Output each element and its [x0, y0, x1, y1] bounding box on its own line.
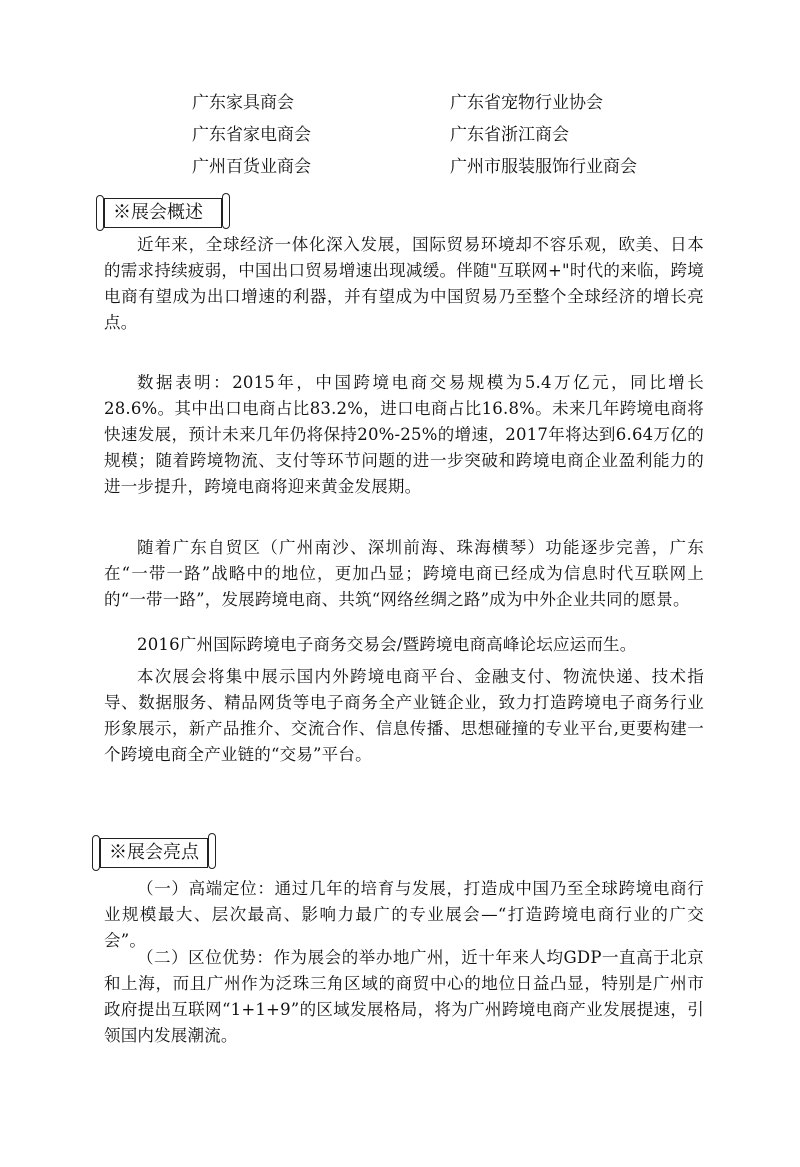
overview-paragraph-1: 近年来，全球经济一体化深入发展，国际贸易环境却不容乐观，欧美、日本的需求持续疲弱，中国出口贸易增速出现减缓。伴随"互联网+"时代的来临，跨境电商有望成为出口增速的利器，并有望成为中国贸易乃至整个全球经济的增长亮点。 [104, 235, 704, 332]
scroll-curl-left [96, 195, 104, 231]
overview-paragraph-4: 2016广州国际跨境电子商务交易会/暨跨境电商高峰论坛应运而生。 [137, 635, 637, 654]
scroll-curl-right [222, 193, 230, 229]
org-item: 广东家具商会 [192, 93, 294, 113]
org-item: 广州市服装服饰行业商会 [450, 157, 637, 177]
section-title-overview: ※展会概述 [104, 198, 222, 228]
overview-paragraph-5: 本次展会将集中展示国内外跨境电商平台、金融支付、物流快递、技术指导、数据服务、精品网货等电子商务全产业链企业，致力打造跨境电子商务行业形象展示，新产品推介、交流合作、信息传播、思想碰撞的专业平台,更要构建一个跨境电商全产业链的“交易”平台。 [104, 667, 704, 764]
overview-paragraph-3: 随着广东自贸区（广州南沙、深圳前海、珠海横琴）功能逐步完善，广东在“一带一路”战略中的地位，更加凸显；跨境电商已经成为信息时代互联网上的“一带一路”，发展跨境电商、共筑“网络丝绸之路”成为中外企业共同的愿景。 [104, 538, 704, 609]
scroll-curl-left [92, 835, 100, 871]
organization-list [192, 90, 708, 180]
org-item: 广东省家电商会 [192, 125, 311, 145]
section-title-highlights: ※展会亮点 [100, 838, 208, 868]
highlights-paragraph-1: （一）高端定位：通过几年的培育与发展，打造成中国乃至全球跨境电商行业规模最大、层次最高、影响力最广的专业展会—“打造跨境电商行业的广交会”。 [104, 879, 704, 950]
org-item: 广州百货业商会 [192, 157, 311, 177]
highlights-paragraph-2: （二）区位优势：作为展会的举办地广州，近十年来人均GDP一直高于北京和上海，而且广州作为泛珠三角区域的商贸中心的地位日益凸显，特别是广州市政府提出互联网“1+1+9”的区域发展格局，将为广州跨境电商产业发展提速，引领国内发展潮流。 [104, 948, 704, 1045]
scroll-curl-right [208, 833, 216, 869]
org-item: 广东省浙江商会 [450, 125, 569, 145]
overview-paragraph-2: 数据表明：2015年，中国跨境电商交易规模为5.4万亿元，同比增长28.6%。其中出口电商占比83.2%，进口电商占比16.8%。未来几年跨境电商将快速发展，预计未来几年仍将保持20%-25%的增速，2017年将达到6.64万亿的规模；随着跨境物流、支付等环节问题的进一步突破和跨境电商企业盈利能力的进一步提升，跨境电商将迎来黄金发展期。 [104, 373, 704, 496]
org-item: 广东省宠物行业协会 [450, 93, 603, 113]
